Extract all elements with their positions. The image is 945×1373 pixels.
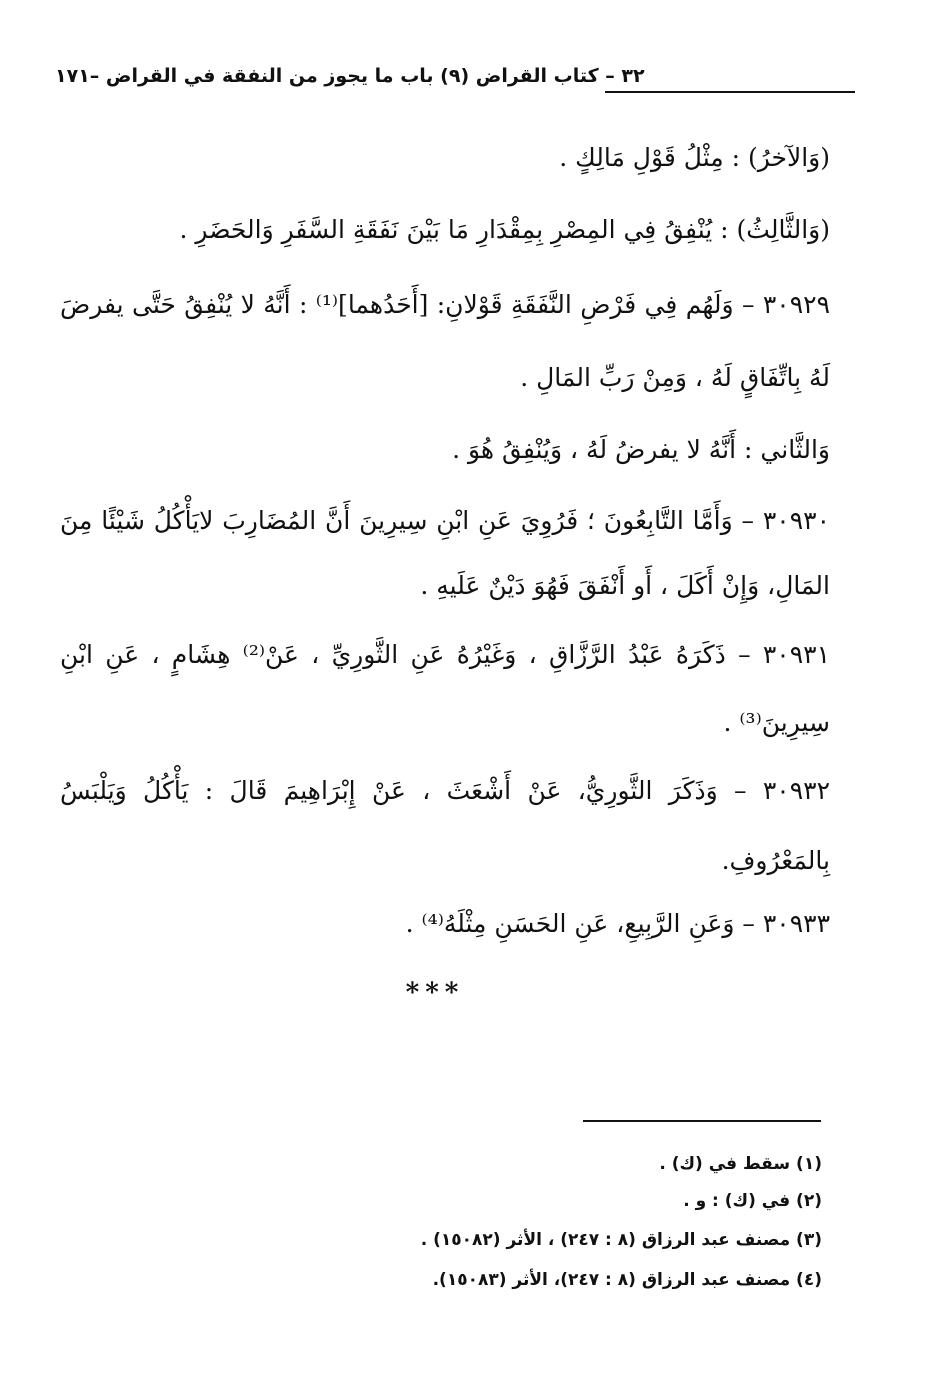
text-line: ٣٠٩٣١ – ذَكَرَهُ عَبْدُ الرَّزَّاقِ ، وَغَيْرُهُ عَنِ الثَّورِيِّ ، عَنْ⁽²⁾ هِشَامٍ ، عَنِ ابْنِ [60,640,831,669]
footnote: (٤) مصنف عبد الرزاق (٨ : ٢٤٧)، الأثر (١٥٠٨٣). [432,1270,822,1290]
header-title: ٣٢ – كتاب القراض (٩) باب ما يجوز من النفقة في القراض –١٧١ [55,65,645,87]
text-line: وَالثَّاني : أَنَّهُ لا يفرضُ لَهُ ، وَيُنْفِقُ هُوَ . [452,435,830,464]
text-line: ٣٠٩٣٠ – وَأَمَّا التَّابِعُونَ ؛ فَرُوِيَ عَنِ ابْنِ سِيرِينَ أَنَّ المُضَارِبَ لايَأْكُلُ شَيْئًا مِنَ [60,506,830,535]
section-separator: *** [405,978,465,1008]
text-line: (وَالثَّالِثُ) : يُنْفِقُ فِي المِصْرِ بِمِقْدَارِ مَا بَيْنَ نَفَقَةِ السَّفَرِ وَالحَضَرِ . [179,215,830,244]
text-line: المَالِ، وَإِنْ أَكَلَ ، أَو أَنْفَقَ فَهُوَ دَيْنٌ عَلَيهِ . [420,571,830,600]
footnote: (٢) في (ك) : و . [683,1191,822,1211]
text-line: سِيرِينَ⁽³⁾ . [723,708,830,737]
header-rule [605,91,855,93]
text-line: لَهُ بِاتِّفَاقٍ لَهُ ، وَمِنْ رَبِّ المَالِ . [520,363,830,392]
text-line: ٣٠٩٣٢ – وَذَكَرَ الثَّورِيُّ، عَنْ أَشْعَثَ ، عَنْ إِبْرَاهِيمَ قَالَ : يَأْكُلُ وَيَلْبَسُ [60,776,830,805]
footnote-rule [583,1120,821,1122]
running-header [55,62,855,102]
footnote: (٣) مصنف عبد الرزاق (٨ : ٢٤٧) ، الأثر (١٥٠٨٢) . [420,1230,822,1250]
text-line: بِالمَعْرُوفِ. [721,846,830,875]
text-line: ٣٠٩٢٩ – وَلَهُم فِي فَرْضِ النَّفَقَةِ قَوْلانِ: [أَحَدُهما]⁽¹⁾ : أَنَّهُ لا يُنْفِقُ حَتَّى يفرضَ [60,290,830,319]
footnote: (١) سقط في (ك) . [659,1154,822,1174]
text-line: (وَالآخرُ) : مِثْلُ قَوْلِ مَالِكٍ . [559,143,830,172]
text-line: ٣٠٩٣٣ – وَعَنِ الرَّبِيعِ، عَنِ الحَسَنِ مِثْلَهُ⁽⁴⁾ . [405,909,830,938]
